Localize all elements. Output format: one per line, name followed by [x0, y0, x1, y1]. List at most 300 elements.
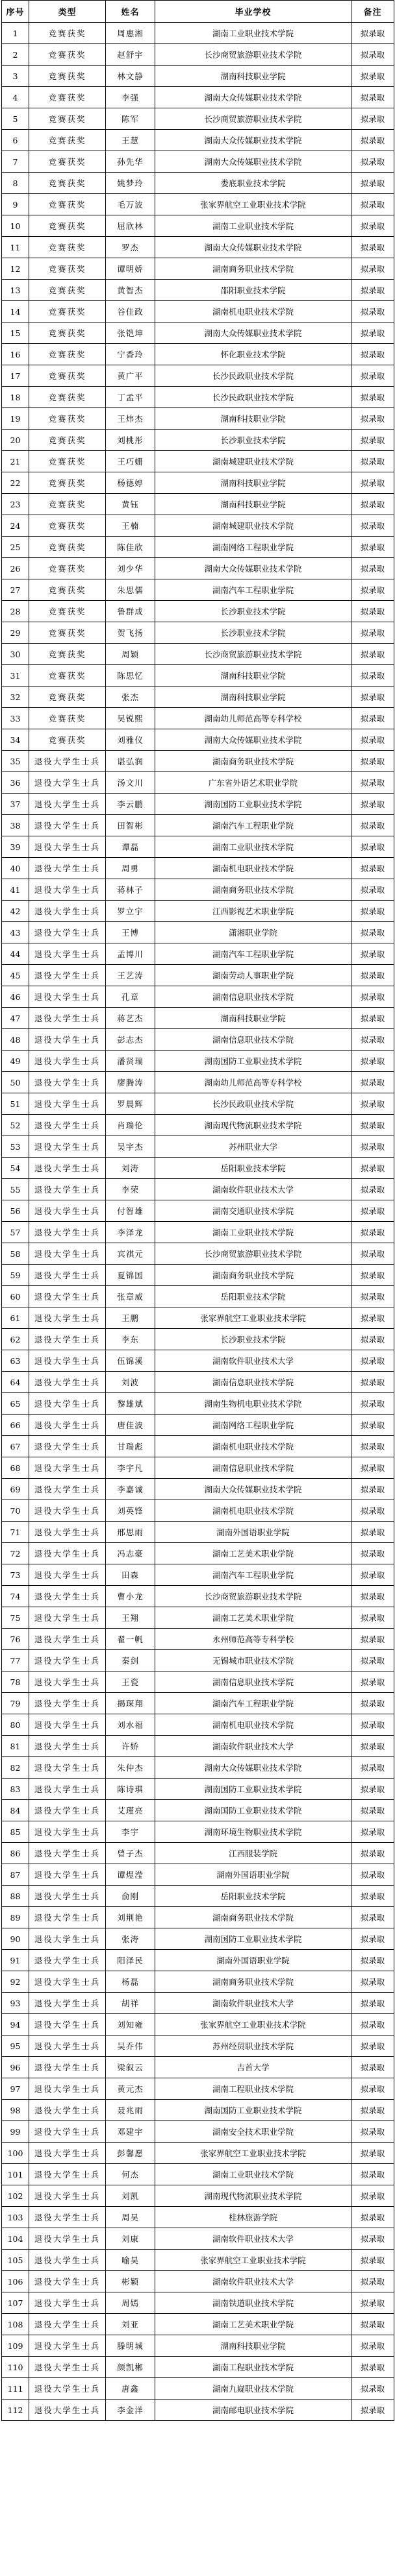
cell-type: 退役大学生士兵	[29, 1907, 106, 1928]
table-row	[2, 1051, 394, 1072]
cell-type: 退役大学生士兵	[29, 1436, 106, 1457]
table-row	[2, 1821, 394, 1843]
cell-note: 拟录取	[351, 2357, 394, 2378]
cell-no: 105	[2, 2250, 29, 2271]
cell-type: 退役大学生士兵	[29, 1971, 106, 1993]
cell-school: 江西影视艺术职业学院	[155, 901, 351, 922]
cell-type: 退役大学生士兵	[29, 2250, 106, 2271]
cell-no: 30	[2, 644, 29, 665]
cell-note: 拟录取	[351, 1800, 394, 1821]
cell-note: 拟录取	[351, 1650, 394, 1671]
cell-school: 怀化职业技术学院	[155, 344, 351, 365]
cell-no: 94	[2, 2014, 29, 2035]
cell-name: 王巧姗	[106, 451, 155, 472]
cell-no: 20	[2, 430, 29, 451]
cell-note: 拟录取	[351, 815, 394, 836]
cell-type: 退役大学生士兵	[29, 1928, 106, 1950]
cell-name: 毛万波	[106, 194, 155, 215]
cell-note: 拟录取	[351, 237, 394, 258]
cell-school: 长沙商贸旅游职业技术学院	[155, 1243, 351, 1265]
cell-note: 拟录取	[351, 430, 394, 451]
cell-no: 79	[2, 1693, 29, 1714]
cell-type: 退役大学生士兵	[29, 1457, 106, 1479]
cell-school: 湖南劳动人事职业学院	[155, 965, 351, 986]
cell-school: 湖南国防工业职业技术学院	[155, 2100, 351, 2121]
cell-type: 竞赛获奖	[29, 601, 106, 622]
table-row	[2, 601, 394, 622]
cell-note: 拟录取	[351, 622, 394, 644]
table-row	[2, 1457, 394, 1479]
cell-type: 退役大学生士兵	[29, 1329, 106, 1350]
cell-school: 湖南大众传媒职业技术学院	[155, 1757, 351, 1779]
cell-note: 拟录取	[351, 1479, 394, 1500]
cell-note: 拟录取	[351, 1671, 394, 1693]
cell-school: 湖南邮电职业技术学院	[155, 2400, 351, 2421]
header-name: 姓名	[106, 1, 155, 23]
cell-type: 竞赛获奖	[29, 194, 106, 215]
cell-name: 蒋艺杰	[106, 1008, 155, 1029]
cell-school: 湖南国防工业职业技术学院	[155, 1051, 351, 1072]
cell-note: 拟录取	[351, 1843, 394, 1864]
cell-note: 拟录取	[351, 1372, 394, 1393]
cell-note: 拟录取	[351, 558, 394, 579]
cell-school: 长沙职业技术学院	[155, 1329, 351, 1350]
cell-school: 长沙商贸旅游职业技术学院	[155, 1586, 351, 1607]
cell-school: 岳阳职业技术学院	[155, 1286, 351, 1307]
cell-name: 刘少华	[106, 558, 155, 579]
table-row	[2, 815, 394, 836]
cell-name: 肖瑞伦	[106, 1115, 155, 1136]
cell-note: 拟录取	[351, 387, 394, 408]
cell-school: 吉首大学	[155, 2057, 351, 2078]
cell-note: 拟录取	[351, 2271, 394, 2292]
table-row	[2, 2035, 394, 2057]
cell-type: 竞赛获奖	[29, 322, 106, 344]
cell-school: 湖南工业职业技术学院	[155, 1222, 351, 1243]
cell-note: 拟录取	[351, 1757, 394, 1779]
cell-name: 赵舒宇	[106, 44, 155, 66]
cell-name: 颜凯郴	[106, 2357, 155, 2378]
cell-no: 96	[2, 2057, 29, 2078]
cell-name: 聂兆雨	[106, 2100, 155, 2121]
cell-type: 退役大学生士兵	[29, 1864, 106, 1886]
cell-name: 王翔	[106, 1607, 155, 1629]
cell-no: 91	[2, 1950, 29, 1971]
cell-name: 孙先华	[106, 151, 155, 173]
cell-name: 朱仲杰	[106, 1757, 155, 1779]
cell-type: 退役大学生士兵	[29, 1522, 106, 1543]
cell-name: 李宇	[106, 1821, 155, 1843]
cell-school: 湖南科技职业学院	[155, 66, 351, 87]
cell-school: 长沙商贸旅游职业技术学院	[155, 108, 351, 130]
cell-school: 湖南国防工业职业技术学院	[155, 794, 351, 815]
table-row	[2, 687, 394, 708]
table-row	[2, 665, 394, 687]
cell-type: 竞赛获奖	[29, 622, 106, 644]
cell-school: 湖南大众传媒职业技术学院	[155, 322, 351, 344]
cell-note: 拟录取	[351, 794, 394, 815]
cell-no: 41	[2, 879, 29, 901]
cell-school: 湖南生物机电职业技术学院	[155, 1393, 351, 1415]
table-row	[2, 2250, 394, 2271]
cell-no: 14	[2, 301, 29, 322]
cell-note: 拟录取	[351, 965, 394, 986]
cell-no: 36	[2, 772, 29, 794]
cell-school: 邵阳职业技术学院	[155, 280, 351, 301]
cell-no: 2	[2, 44, 29, 66]
cell-name: 王慧	[106, 130, 155, 151]
cell-no: 60	[2, 1286, 29, 1307]
cell-no: 54	[2, 1158, 29, 1179]
cell-type: 退役大学生士兵	[29, 2057, 106, 2078]
cell-type: 退役大学生士兵	[29, 2100, 106, 2121]
cell-note: 拟录取	[351, 1586, 394, 1607]
table-row	[2, 2357, 394, 2378]
table-row	[2, 1586, 394, 1607]
table-row	[2, 344, 394, 365]
cell-school: 湖南铁道职业技术学院	[155, 2292, 351, 2314]
cell-school: 湖南工艺美术职业学院	[155, 2314, 351, 2335]
cell-no: 98	[2, 2100, 29, 2121]
cell-school: 张家界航空工业职业技术学院	[155, 2250, 351, 2271]
cell-type: 竞赛获奖	[29, 537, 106, 558]
cell-school: 岳阳职业技术学院	[155, 1886, 351, 1907]
cell-note: 拟录取	[351, 1436, 394, 1457]
cell-name: 谭磊	[106, 836, 155, 858]
cell-school: 湖南外国语职业学院	[155, 1950, 351, 1971]
table-row	[2, 622, 394, 644]
cell-name: 田智彬	[106, 815, 155, 836]
cell-type: 退役大学生士兵	[29, 794, 106, 815]
cell-name: 周昊	[106, 2207, 155, 2228]
cell-no: 9	[2, 194, 29, 215]
cell-name: 陈思忆	[106, 665, 155, 687]
cell-note: 拟录取	[351, 108, 394, 130]
cell-school: 湖南科技职业学院	[155, 494, 351, 515]
table-row	[2, 237, 394, 258]
cell-school: 长沙职业技术学院	[155, 601, 351, 622]
cell-type: 退役大学生士兵	[29, 1950, 106, 1971]
cell-no: 24	[2, 515, 29, 537]
cell-no: 21	[2, 451, 29, 472]
cell-school: 长沙商贸旅游职业技术学院	[155, 44, 351, 66]
cell-school: 湖南汽车工程职业学院	[155, 943, 351, 965]
table-row	[2, 1993, 394, 2014]
header-school: 毕业学校	[155, 1, 351, 23]
cell-note: 拟录取	[351, 1500, 394, 1522]
cell-no: 109	[2, 2335, 29, 2357]
cell-note: 拟录取	[351, 451, 394, 472]
cell-name: 王博	[106, 922, 155, 943]
cell-type: 退役大学生士兵	[29, 1821, 106, 1843]
cell-type: 退役大学生士兵	[29, 2400, 106, 2421]
table-row	[2, 1243, 394, 1265]
cell-note: 拟录取	[351, 1543, 394, 1564]
cell-no: 88	[2, 1886, 29, 1907]
cell-school: 湖南幼儿师范高等专科学校	[155, 1072, 351, 1093]
cell-name: 陈诗琪	[106, 1779, 155, 1800]
cell-no: 56	[2, 1200, 29, 1222]
cell-type: 竞赛获奖	[29, 644, 106, 665]
cell-name: 滕明城	[106, 2335, 155, 2357]
cell-name: 汤文川	[106, 772, 155, 794]
cell-name: 张章威	[106, 1286, 155, 1307]
cell-no: 106	[2, 2271, 29, 2292]
table-row	[2, 2400, 394, 2421]
cell-no: 92	[2, 1971, 29, 1993]
cell-type: 退役大学生士兵	[29, 1051, 106, 1072]
cell-type: 竞赛获奖	[29, 151, 106, 173]
admission-table	[1, 0, 394, 2421]
cell-note: 拟录取	[351, 494, 394, 515]
cell-note: 拟录取	[351, 1564, 394, 1586]
cell-type: 退役大学生士兵	[29, 2035, 106, 2057]
cell-school: 湖南科技职业学院	[155, 1008, 351, 1029]
cell-note: 拟录取	[351, 922, 394, 943]
cell-name: 张杰	[106, 687, 155, 708]
cell-name: 罗晨辉	[106, 1093, 155, 1115]
table-row	[2, 1200, 394, 1222]
cell-school: 湖南汽车工程职业学院	[155, 1564, 351, 1586]
table-row	[2, 1093, 394, 1115]
cell-type: 竞赛获奖	[29, 665, 106, 687]
cell-school: 湖南工业职业技术学院	[155, 2164, 351, 2185]
cell-note: 拟录取	[351, 879, 394, 901]
cell-school: 湖南科技职业学院	[155, 687, 351, 708]
cell-no: 110	[2, 2357, 29, 2378]
table-row	[2, 2228, 394, 2250]
cell-school: 湖南网络工程职业学院	[155, 537, 351, 558]
table-row	[2, 1500, 394, 1522]
cell-note: 拟录取	[351, 66, 394, 87]
cell-name: 甘瑞彪	[106, 1436, 155, 1457]
cell-type: 退役大学生士兵	[29, 1564, 106, 1586]
cell-no: 3	[2, 66, 29, 87]
table-row	[2, 451, 394, 472]
cell-no: 95	[2, 2035, 29, 2057]
table-row	[2, 2057, 394, 2078]
cell-type: 退役大学生士兵	[29, 1757, 106, 1779]
cell-no: 82	[2, 1757, 29, 1779]
cell-name: 王炜杰	[106, 408, 155, 430]
table-row	[2, 1564, 394, 1586]
cell-type: 退役大学生士兵	[29, 2164, 106, 2185]
cell-note: 拟录取	[351, 1629, 394, 1650]
table-row	[2, 2014, 394, 2035]
cell-name: 宾祺元	[106, 1243, 155, 1265]
cell-school: 无锡城市职业技术学院	[155, 1650, 351, 1671]
cell-note: 拟录取	[351, 1607, 394, 1629]
cell-note: 拟录取	[351, 1051, 394, 1072]
cell-name: 秦剑	[106, 1650, 155, 1671]
cell-name: 李云鹏	[106, 794, 155, 815]
cell-school: 湖南工业职业技术学院	[155, 836, 351, 858]
cell-type: 退役大学生士兵	[29, 1200, 106, 1222]
cell-school: 湖南商务职业技术学院	[155, 751, 351, 772]
table-row	[2, 729, 394, 751]
cell-type: 退役大学生士兵	[29, 1586, 106, 1607]
table-row	[2, 2314, 394, 2335]
cell-no: 46	[2, 986, 29, 1008]
cell-type: 竞赛获奖	[29, 687, 106, 708]
cell-type: 竞赛获奖	[29, 579, 106, 601]
cell-no: 87	[2, 1864, 29, 1886]
cell-name: 刘荆艳	[106, 1907, 155, 1928]
cell-type: 退役大学生士兵	[29, 1393, 106, 1415]
cell-name: 李嘉诚	[106, 1479, 155, 1500]
cell-name: 林文静	[106, 66, 155, 87]
cell-no: 57	[2, 1222, 29, 1243]
cell-name: 丁孟平	[106, 387, 155, 408]
cell-type: 退役大学生士兵	[29, 965, 106, 986]
cell-no: 64	[2, 1372, 29, 1393]
cell-type: 竞赛获奖	[29, 87, 106, 108]
table-row	[2, 1629, 394, 1650]
cell-name: 潘贤瑞	[106, 1051, 155, 1072]
cell-school: 江西服装学院	[155, 1843, 351, 1864]
cell-type: 退役大学生士兵	[29, 1843, 106, 1864]
cell-note: 拟录取	[351, 687, 394, 708]
cell-school: 永州师范高等专科学校	[155, 1629, 351, 1650]
table-row	[2, 1886, 394, 1907]
cell-name: 夏锦国	[106, 1265, 155, 1286]
cell-type: 退役大学生士兵	[29, 858, 106, 879]
cell-no: 49	[2, 1051, 29, 1072]
table-row	[2, 430, 394, 451]
table-row	[2, 108, 394, 130]
cell-note: 拟录取	[351, 665, 394, 687]
cell-type: 退役大学生士兵	[29, 1158, 106, 1179]
table-row	[2, 2078, 394, 2100]
cell-type: 退役大学生士兵	[29, 2357, 106, 2378]
cell-note: 拟录取	[351, 1200, 394, 1222]
cell-no: 23	[2, 494, 29, 515]
cell-note: 拟录取	[351, 579, 394, 601]
cell-no: 72	[2, 1543, 29, 1564]
cell-no: 65	[2, 1393, 29, 1415]
cell-school: 湖南信息职业技术学院	[155, 1457, 351, 1479]
cell-school: 湖南外国语职业学院	[155, 1522, 351, 1543]
cell-type: 退役大学生士兵	[29, 2314, 106, 2335]
cell-school: 长沙职业技术学院	[155, 430, 351, 451]
table-row	[2, 986, 394, 1008]
cell-no: 63	[2, 1350, 29, 1372]
cell-name: 唐鑫	[106, 2378, 155, 2400]
cell-no: 76	[2, 1629, 29, 1650]
cell-no: 42	[2, 901, 29, 922]
cell-school: 长沙职业技术学院	[155, 622, 351, 644]
cell-note: 拟录取	[351, 1350, 394, 1372]
cell-note: 拟录取	[351, 2014, 394, 2035]
cell-note: 拟录取	[351, 2292, 394, 2314]
cell-type: 退役大学生士兵	[29, 922, 106, 943]
cell-type: 竞赛获奖	[29, 301, 106, 322]
cell-name: 唐佳波	[106, 1415, 155, 1436]
table-row	[2, 1650, 394, 1671]
cell-no: 39	[2, 836, 29, 858]
cell-name: 李荣	[106, 1179, 155, 1200]
cell-school: 湖南商务职业技术学院	[155, 1907, 351, 1928]
cell-type: 竞赛获奖	[29, 515, 106, 537]
cell-type: 退役大学生士兵	[29, 1714, 106, 1736]
table-row	[2, 258, 394, 280]
cell-school: 广东省外语艺术职业学院	[155, 772, 351, 794]
cell-name: 王鹏	[106, 1307, 155, 1329]
table-row	[2, 408, 394, 430]
cell-note: 拟录取	[351, 1864, 394, 1886]
table-body	[2, 23, 394, 2421]
cell-note: 拟录取	[351, 2057, 394, 2078]
cell-note: 拟录取	[351, 365, 394, 387]
cell-note: 拟录取	[351, 2164, 394, 2185]
cell-type: 竞赛获奖	[29, 451, 106, 472]
cell-school: 湖南机电职业技术学院	[155, 858, 351, 879]
cell-school: 湖南商务职业技术学院	[155, 1265, 351, 1286]
cell-type: 退役大学生士兵	[29, 1993, 106, 2014]
cell-school: 湖南商务职业技术学院	[155, 258, 351, 280]
cell-no: 66	[2, 1415, 29, 1436]
cell-type: 退役大学生士兵	[29, 1650, 106, 1671]
cell-school: 湖南科技职业学院	[155, 2335, 351, 2357]
cell-name: 刘波	[106, 1372, 155, 1393]
cell-type: 退役大学生士兵	[29, 815, 106, 836]
cell-no: 99	[2, 2121, 29, 2143]
cell-name: 刘水福	[106, 1714, 155, 1736]
cell-no: 50	[2, 1072, 29, 1093]
cell-type: 退役大学生士兵	[29, 1008, 106, 1029]
cell-school: 娄底职业技术学院	[155, 173, 351, 194]
table-row	[2, 387, 394, 408]
table-row	[2, 87, 394, 108]
cell-type: 退役大学生士兵	[29, 1093, 106, 1115]
cell-name: 胡祥	[106, 1993, 155, 2014]
table-row	[2, 1864, 394, 1886]
cell-name: 罗杰	[106, 237, 155, 258]
cell-school: 湖南商务职业技术学院	[155, 879, 351, 901]
cell-school: 湖南国防工业职业技术学院	[155, 1928, 351, 1950]
cell-note: 拟录取	[351, 537, 394, 558]
cell-note: 拟录取	[351, 2035, 394, 2057]
cell-name: 付智雄	[106, 1200, 155, 1222]
table-row	[2, 922, 394, 943]
table-row	[2, 23, 394, 44]
cell-no: 111	[2, 2378, 29, 2400]
table-row	[2, 2100, 394, 2121]
cell-note: 拟录取	[351, 751, 394, 772]
table-row	[2, 66, 394, 87]
cell-no: 83	[2, 1779, 29, 1800]
cell-no: 71	[2, 1522, 29, 1543]
cell-name: 彭志杰	[106, 1029, 155, 1051]
cell-name: 刘涛	[106, 1158, 155, 1179]
cell-school: 桂林旅游学院	[155, 2207, 351, 2228]
cell-note: 拟录取	[351, 472, 394, 494]
cell-name: 廖腾涛	[106, 1072, 155, 1093]
cell-no: 22	[2, 472, 29, 494]
cell-note: 拟录取	[351, 130, 394, 151]
table-row	[2, 2143, 394, 2164]
cell-school: 苏州职业大学	[155, 1136, 351, 1158]
cell-note: 拟录取	[351, 1886, 394, 1907]
header-no: 序号	[2, 1, 29, 23]
cell-no: 35	[2, 751, 29, 772]
table-row	[2, 1415, 394, 1436]
table-row	[2, 2207, 394, 2228]
cell-no: 90	[2, 1928, 29, 1950]
cell-school: 湖南幼儿师范高等专科学校	[155, 708, 351, 729]
cell-no: 103	[2, 2207, 29, 2228]
cell-note: 拟录取	[351, 344, 394, 365]
